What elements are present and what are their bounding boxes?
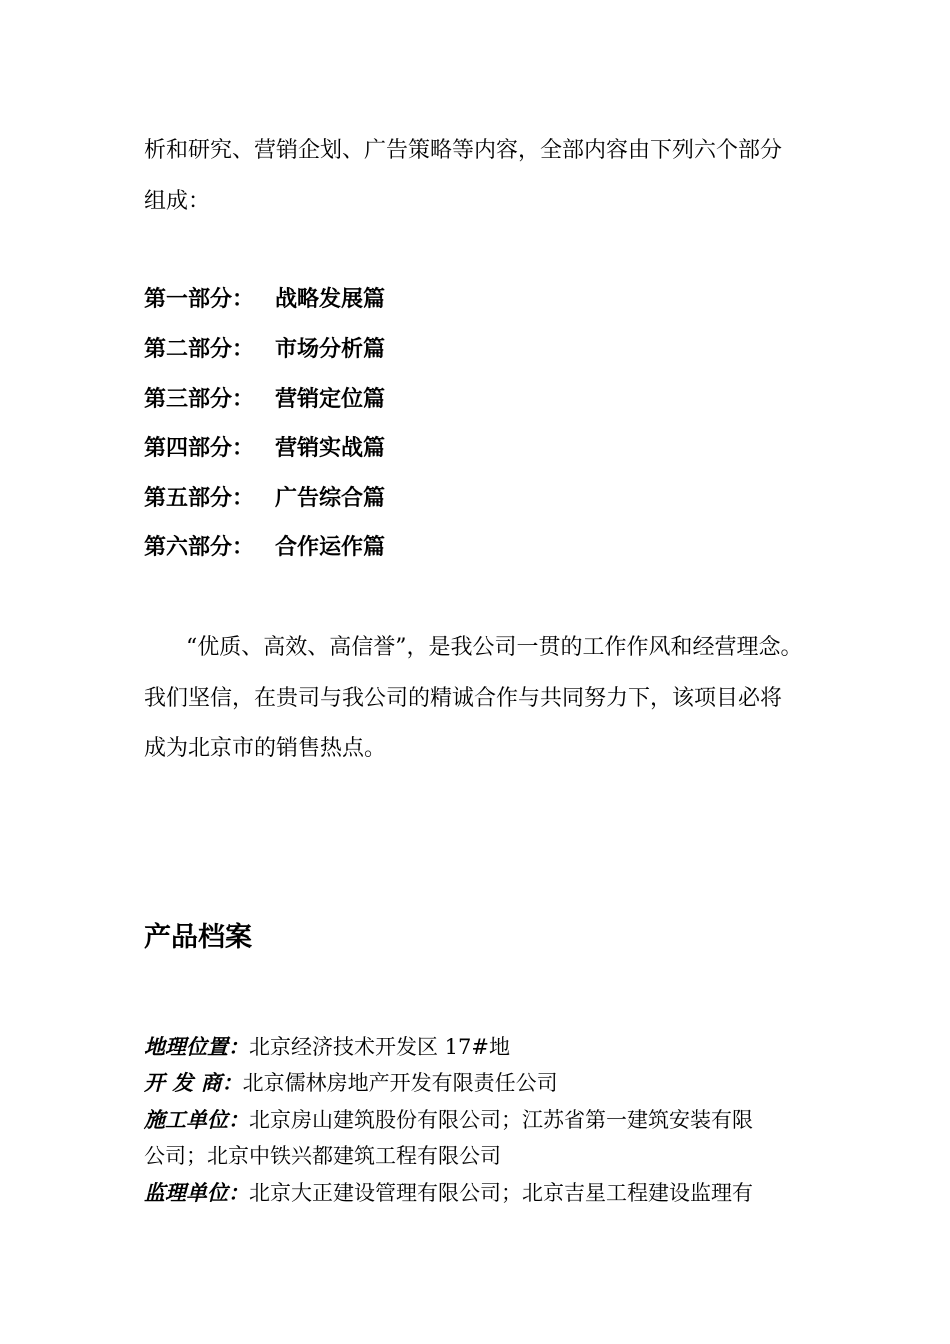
part-title: 战略发展篇: [275, 287, 386, 312]
part-label: 第五部分：: [144, 486, 255, 511]
info-supervision: [144, 1179, 753, 1207]
info-label: 施工单位：: [144, 1107, 249, 1132]
part-title: 营销定位篇: [275, 387, 386, 412]
closing-line-2: 我们坚信，在贵司与我公司的精诚合作与共同努力下，该项目必将: [144, 686, 783, 711]
part-item-2: [144, 335, 385, 365]
info-value: 北京大正建设管理有限公司；北京吉星工程建设监理有: [249, 1181, 753, 1205]
closing-line-3: 成为北京市的销售热点。: [144, 736, 387, 761]
intro-line-1: 析和研究、营销企划、广告策略等内容，全部内容由下列六个部分: [144, 138, 783, 163]
part-title: 合作运作篇: [275, 535, 386, 560]
product-section-title: 产品档案: [144, 922, 252, 953]
part-item-3: [144, 385, 385, 415]
info-location: [144, 1033, 510, 1061]
part-title: 广告综合篇: [275, 486, 386, 511]
part-label: 第三部分：: [144, 387, 255, 412]
part-label: 第四部分：: [144, 436, 255, 461]
part-label: 第六部分：: [144, 535, 255, 560]
intro-line-2: 组成：: [144, 189, 211, 214]
info-developer: [144, 1069, 558, 1097]
part-item-4: [144, 434, 385, 464]
part-title: 营销实战篇: [275, 436, 386, 461]
part-label: 第一部分：: [144, 287, 255, 312]
info-value: 北京经济技术开发区 17#地: [249, 1035, 510, 1059]
info-label: 监理单位：: [144, 1180, 249, 1205]
part-item-5: [144, 484, 385, 514]
part-label: 第二部分：: [144, 337, 255, 362]
part-item-6: [144, 533, 385, 563]
part-title: 市场分析篇: [275, 337, 386, 362]
info-label: 开 发 商：: [144, 1070, 243, 1095]
info-construction: [144, 1106, 753, 1134]
info-value: 北京房山建筑股份有限公司；江苏省第一建筑安装有限: [249, 1108, 753, 1132]
info-value: 北京儒林房地产开发有限责任公司: [242, 1071, 558, 1095]
closing-line-1: “优质、高效、高信誉”，是我公司一贯的工作作风和经营理念。: [186, 635, 803, 660]
part-item-1: [144, 285, 385, 315]
info-label: 地理位置：: [144, 1034, 249, 1059]
info-construction-continued: 公司；北京中铁兴都建筑工程有限公司: [144, 1144, 501, 1168]
